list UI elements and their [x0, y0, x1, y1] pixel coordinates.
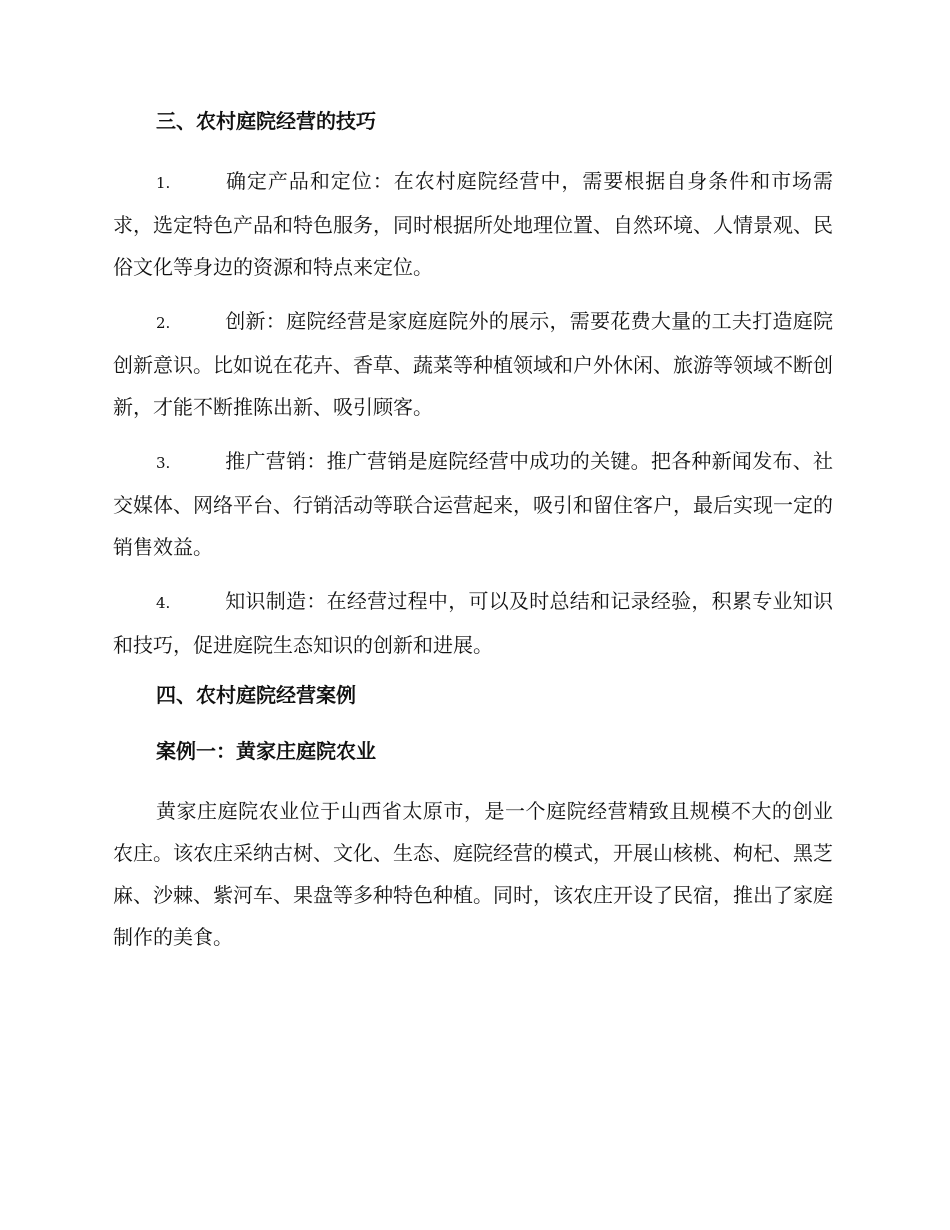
list-item-4: [113, 580, 833, 666]
section-heading-techniques: 三、农村庭院经营的技巧: [156, 109, 376, 133]
list-item-1: [113, 160, 833, 288]
case-heading-1: 案例一：黄家庄庭院农业: [156, 739, 376, 763]
list-number-4: 4.: [156, 594, 171, 612]
list-text-4: 知识制造：在经营过程中，可以及时总结和记录经验，积累专业知识和技巧，促进庭院生态知识的创新和进展。: [113, 589, 833, 657]
list-item-3: [113, 440, 833, 568]
section-heading-cases: 四、农村庭院经营案例: [156, 683, 356, 707]
list-item-2: [113, 300, 833, 428]
list-number-2: 2.: [156, 314, 171, 332]
list-text-2: 创新：庭院经营是家庭庭院外的展示，需要花费大量的工夫打造庭院创新意识。比如说在花卉、香草、蔬菜等种植领域和户外休闲、旅游等领域不断创新，才能不断推陈出新、吸引顾客。: [113, 309, 833, 419]
document-page: [113, 104, 833, 970]
list-number-3: 3.: [156, 454, 171, 472]
list-number-1: 1.: [156, 174, 171, 192]
case-paragraph-1: 黄家庄庭院农业位于山西省太原市，是一个庭院经营精致且规模不大的创业农庄。该农庄采纳古树、文化、生态、庭院经营的模式，开展山核桃、枸杞、黑芝麻、沙棘、紫河车、果盘等多种特色种植。同时，该农庄开设了民宿，推出了家庭制作的美食。: [113, 799, 833, 949]
list-text-1: 确定产品和定位：在农村庭院经营中，需要根据自身条件和市场需求，选定特色产品和特色服务，同时根据所处地理位置、自然环境、人情景观、民俗文化等身边的资源和特点来定位。: [113, 169, 833, 279]
list-text-3: 推广营销：推广营销是庭院经营中成功的关键。把各种新闻发布、社交媒体、网络平台、行销活动等联合运营起来，吸引和留住客户，最后实现一定的销售效益。: [113, 449, 833, 559]
